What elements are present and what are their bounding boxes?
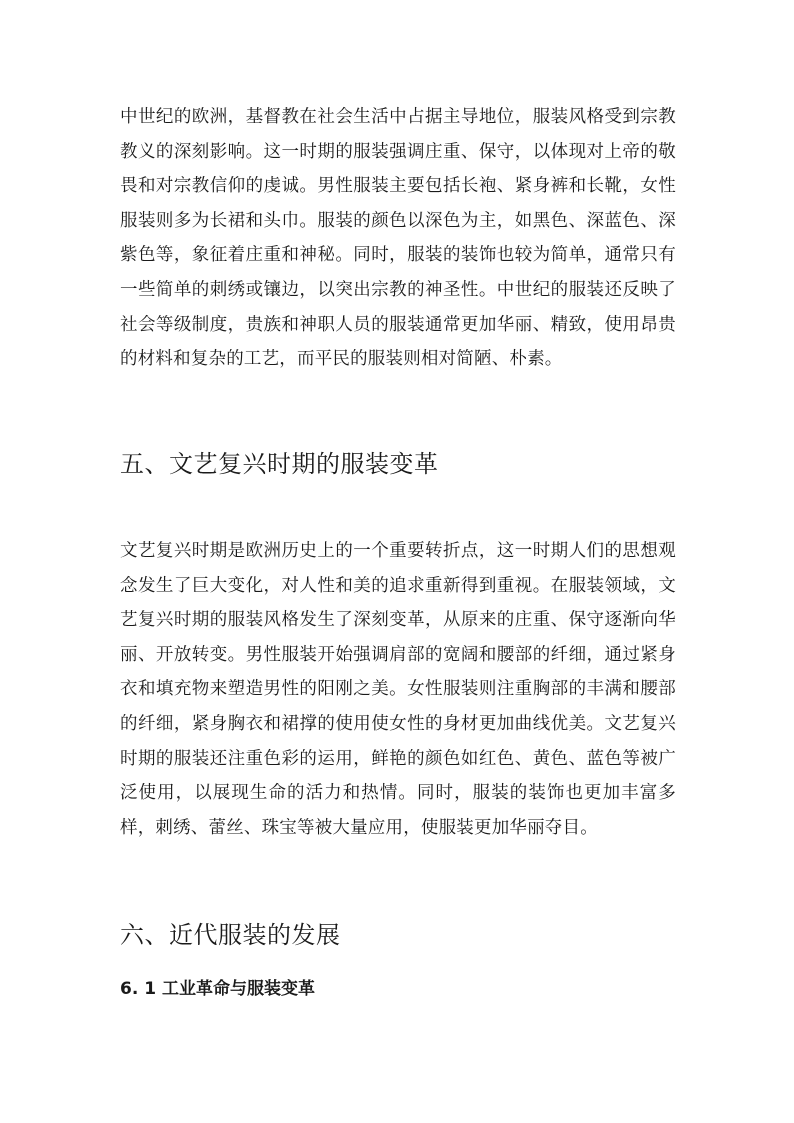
- paragraph-renaissance-clothing: 文艺复兴时期是欧洲历史上的一个重要转折点，这一时期人们的思想观念发生了巨大变化，对人性和美的追求重新得到重视。在服装领域，文艺复兴时期的服装风格发生了深刻变革，从原来的庄重、保守逐渐向华丽、开放转变。男性服装开始强调肩部的宽阔和腰部的纤细，通过紧身衣和填充物来塑造男性的阳刚之美。女性服装则注重胸部的丰满和腰部的纤细，紧身胸衣和裙撑的使用使女性的身材更加曲线优美。文艺复兴时期的服装还注重色彩的运用，鲜艳的颜色如红色、黄色、蓝色等被广泛使用，以展现生命的活力和热情。同时，服装的装饰也更加丰富多样，刺绣、蕾丝、珠宝等被大量应用，使服装更加华丽夺目。: [120, 541, 676, 838]
- section-heading-renaissance: 五、文艺复兴时期的服装变革: [120, 450, 439, 478]
- section-heading-modern: 六、近代服装的发展: [120, 921, 341, 949]
- subsection-heading-industrial-revolution: 6. 1 工业革命与服装变革: [120, 979, 315, 999]
- paragraph-medieval-clothing: 中世纪的欧洲，基督教在社会生活中占据主导地位，服装风格受到宗教教义的深刻影响。这一时期的服装强调庄重、保守，以体现对上帝的敬畏和对宗教信仰的虔诚。男性服装主要包括长袍、紧身裤和长靴，女性服装则多为长裙和头巾。服装的颜色以深色为主，如黑色、深蓝色、深紫色等，象征着庄重和神秘。同时，服装的装饰也较为简单，通常只有一些简单的刺绣或镶边，以突出宗教的神圣性。中世纪的服装还反映了社会等级制度，贵族和神职人员的服装通常更加华丽、精致，使用昂贵的材料和复杂的工艺，而平民的服装则相对简陋、朴素。: [120, 107, 676, 370]
